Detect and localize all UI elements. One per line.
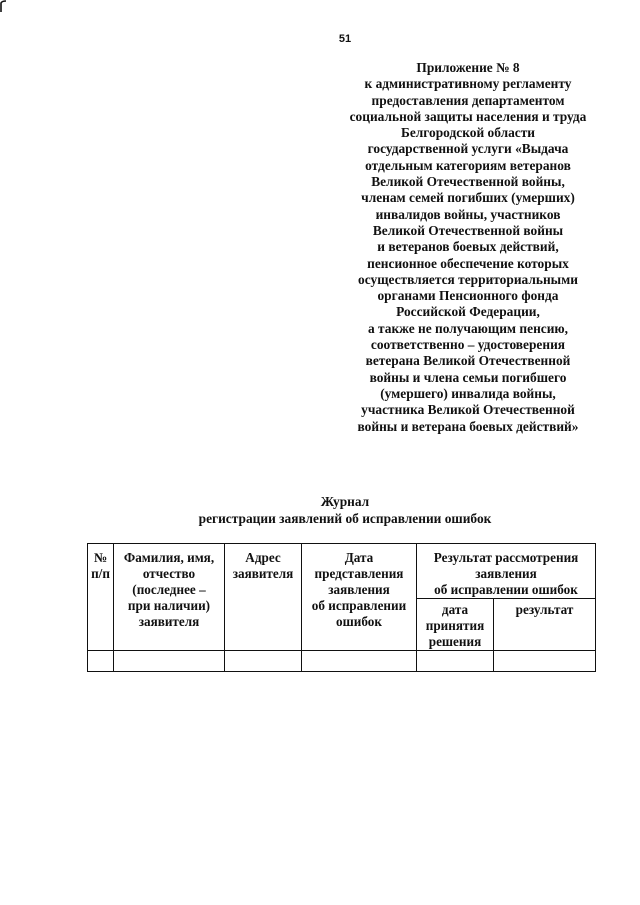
header-text-line: заявителя bbox=[138, 614, 200, 629]
annex-line: членам семей погибших (умерших) bbox=[361, 190, 575, 206]
header-text-line: принятия bbox=[425, 618, 485, 633]
annex-line: инвалидов войны, участников bbox=[375, 206, 561, 222]
annex-line: войны и члена семьи погибшего bbox=[369, 369, 567, 385]
header-text-line: Результат рассмотрения bbox=[433, 550, 579, 565]
annex-line: к административному регламенту bbox=[364, 76, 572, 92]
table-cell bbox=[88, 651, 114, 672]
header-text-line: п/п bbox=[91, 566, 110, 581]
header-text-line: Дата bbox=[344, 550, 374, 565]
header-text-line: Фамилия, имя, bbox=[123, 550, 215, 565]
table-cell bbox=[225, 651, 302, 672]
annex-line: войны и ветерана боевых действий» bbox=[357, 418, 579, 434]
journal-heading bbox=[100, 494, 590, 527]
annex-line: Приложение № 8 bbox=[416, 60, 520, 75]
table-cell bbox=[114, 651, 225, 672]
journal-subtitle: регистрации заявлений об исправлении ошибок bbox=[198, 510, 492, 526]
column-header-submission-date bbox=[302, 544, 417, 651]
header-text-line: № bbox=[93, 550, 108, 565]
header-text-line: при наличии) bbox=[127, 598, 211, 613]
column-header-applicant-name bbox=[114, 544, 225, 651]
annex-line: государственной услуги «Выдача bbox=[367, 141, 569, 157]
table-cell bbox=[417, 651, 494, 672]
annex-line: а также не получающим пенсию, bbox=[367, 320, 569, 336]
header-text-line: об исправлении bbox=[311, 598, 407, 613]
table-cell bbox=[302, 651, 417, 672]
table-header-row bbox=[88, 544, 596, 599]
column-header-review-result bbox=[417, 544, 596, 599]
annex-line: участника Великой Отечественной bbox=[361, 402, 575, 418]
annex-line: соответственно – удостоверения bbox=[370, 337, 566, 353]
subcolumn-header-decision-date bbox=[417, 599, 494, 651]
page-number: 51 bbox=[338, 33, 352, 45]
header-text-line: решения bbox=[428, 634, 482, 649]
header-text-line: Адрес bbox=[245, 550, 281, 565]
annex-line: Российской Федерации, bbox=[396, 304, 540, 320]
header-text-line: результат bbox=[515, 602, 574, 617]
header-text-line: дата bbox=[441, 602, 469, 617]
table-row bbox=[88, 651, 596, 672]
column-header-number bbox=[88, 544, 114, 651]
page-corner-mark bbox=[0, 0, 10, 12]
annex-line: Великой Отечественной войны bbox=[372, 222, 564, 238]
header-text-line: ошибок bbox=[336, 614, 382, 629]
annex-line: пенсионное обеспечение которых bbox=[367, 255, 569, 271]
annex-line: и ветеранов боевых действий, bbox=[377, 239, 559, 255]
journal-title: Журнал bbox=[320, 494, 370, 509]
header-text-line: об исправлении ошибок bbox=[434, 582, 578, 597]
header-text-line: отчество bbox=[142, 566, 196, 581]
annex-line: предоставления департаментом bbox=[371, 92, 565, 108]
header-text-line: заявителя bbox=[232, 566, 294, 581]
annex-line: отдельным категориям ветеранов bbox=[365, 157, 571, 173]
annex-header bbox=[318, 60, 618, 435]
annex-line: осуществляется территориальными bbox=[358, 271, 578, 287]
annex-line: (умершего) инвалида войны, bbox=[380, 385, 556, 401]
table-cell bbox=[494, 651, 596, 672]
annex-line: социальной защиты населения и труда bbox=[349, 108, 587, 124]
error-correction-register-table bbox=[87, 543, 596, 672]
header-text-line: заявления bbox=[328, 582, 390, 597]
column-header-applicant-address bbox=[225, 544, 302, 651]
header-text-line: (последнее – bbox=[132, 582, 206, 597]
annex-line: органами Пенсионного фонда bbox=[377, 288, 559, 304]
subcolumn-header-result bbox=[494, 599, 596, 651]
annex-line: Великой Отечественной войны, bbox=[371, 174, 565, 190]
header-text-line: заявления bbox=[475, 566, 537, 581]
annex-line: Белгородской области bbox=[400, 125, 536, 141]
header-text-line: представления bbox=[314, 566, 404, 581]
annex-line: ветерана Великой Отечественной bbox=[365, 353, 571, 369]
